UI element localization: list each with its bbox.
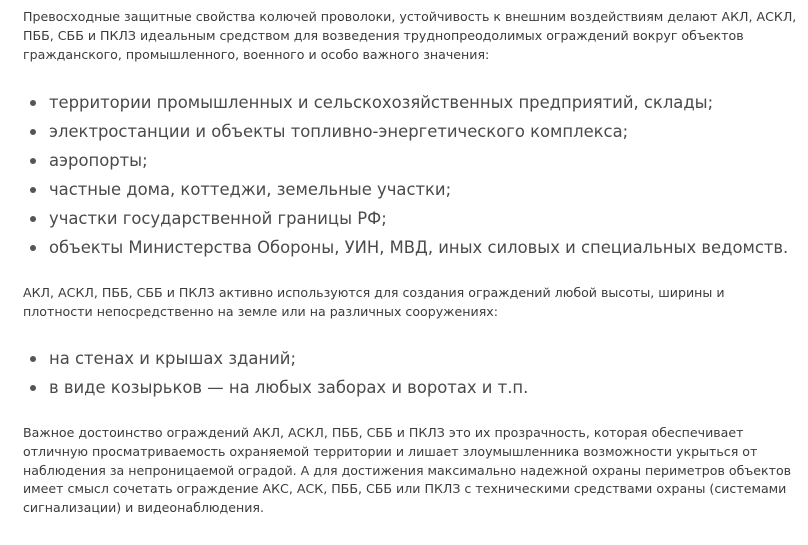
article-content [23,8,798,518]
installation-places-list [23,344,798,402]
list-item [23,373,798,402]
list-item-text: аэропорты; [49,151,148,171]
list-item-text: объекты Министерства Обороны, УИН, МВД, иных силовых и специальных ведомств. [49,238,789,258]
list-item-text: частные дома, коттеджи, земельные участки; [49,180,452,200]
list-item [23,233,798,262]
advantages-paragraph: Важное достоинство ограждений АКЛ, АСКЛ, ПББ, СББ и ПКЛЗ это их прозрачность, которая обеспечивает отличную просматриваемость охраняемой территории и лишает злоумышленника возможности укрыться от наблюдения за непроницаемой оградой. А для достижения максимально надежной охраны периметров объектов имеет смысл сочетать ограждение АКС, АСК, ПББ, СББ или ПКЛЗ с техническими средствами охраны (системами сигнализации) и видеонаблюдения. [23,424,792,516]
list-item-text: электростанции и объекты топливно-энергетического комплекса; [49,122,629,142]
object-types-list [23,88,798,262]
list-item-text: территории промышленных и сельскохозяйственных предприятий, склады; [49,93,714,113]
bullet-icon [30,129,36,135]
list-item [23,88,798,117]
bullet-icon [30,187,36,193]
intro-paragraph: Превосходные защитные свойства колючей проволоки, устойчивость к внешним воздействиям делают АКЛ, АСКЛ, ПББ, СББ и ПКЛЗ идеальным средством для возведения труднопреодолимых ограждений вокруг объектов гражданского, промышленного, военного и особо важного значения: [23,9,797,62]
bullet-icon [30,356,36,362]
list-item [23,117,798,146]
bullet-icon [30,385,36,391]
list-item [23,146,798,175]
list-item-text: в виде козырьков — на любых заборах и воротах и т.п. [49,377,529,397]
bullet-icon [30,158,36,164]
list-item [23,204,798,233]
usage-paragraph: АКЛ, АСКЛ, ПББ, СББ и ПКЛЗ активно используются для создания ограждений любой высоты, ширины и плотности непосредственно на земле или на различных сооружениях: [23,285,725,320]
list-item-text: на стенах и крышах зданий; [49,348,296,368]
list-item-text: участки государственной границы РФ; [49,209,387,229]
list-item [23,344,798,373]
list-item [23,175,798,204]
bullet-icon [30,100,36,106]
bullet-icon [30,216,36,222]
bullet-icon [30,245,36,251]
